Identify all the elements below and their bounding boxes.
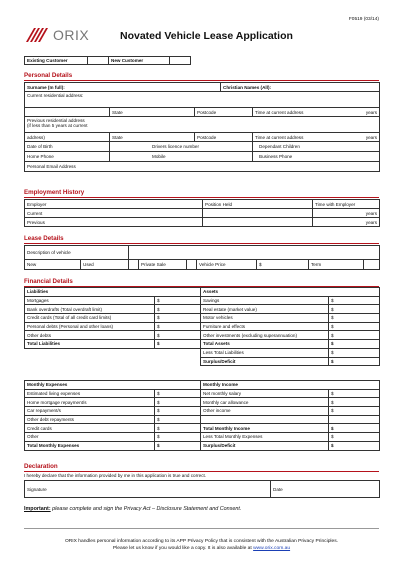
vehicle-price-label: Vehicle Price xyxy=(199,262,226,267)
surplus-deficit-label: Surplus/Deficit xyxy=(201,441,329,450)
less-total-liabilities-label: Less Total Liabilities xyxy=(201,348,329,357)
business-phone-label: Business Phone xyxy=(259,154,293,159)
previous-time-field[interactable] xyxy=(313,218,380,227)
years-label: years xyxy=(365,109,378,115)
previous-address-field[interactable] xyxy=(25,117,380,133)
time-at-address-label: Time at current address xyxy=(255,109,304,115)
state-field[interactable] xyxy=(110,108,195,117)
previous-address-label: Previous residential address xyxy=(27,118,85,123)
dollar-sign: $ xyxy=(331,324,334,330)
vehicle-description-field[interactable] xyxy=(129,246,380,260)
term-field[interactable] xyxy=(309,260,364,270)
dollar-sign: $ xyxy=(157,306,160,312)
section-divider xyxy=(24,80,379,81)
income-row-label: Net monthly salary xyxy=(201,389,329,398)
expense-amount-field[interactable] xyxy=(155,415,201,424)
asset-amount-field[interactable] xyxy=(329,331,380,340)
dollar-sign: $ xyxy=(331,391,334,397)
expense-amount-field[interactable] xyxy=(155,407,201,416)
used-option[interactable] xyxy=(81,260,129,270)
income-amount-field[interactable] xyxy=(329,415,380,424)
signature-label: Signature xyxy=(27,486,47,492)
current-address-label: Current residential address: xyxy=(27,93,84,98)
vehicle-price-label-cell xyxy=(197,260,257,270)
liability-amount-field[interactable] xyxy=(155,331,201,340)
new-option[interactable] xyxy=(25,260,81,270)
dollar-sign: $ xyxy=(331,399,334,405)
dollar-sign: $ xyxy=(157,324,160,330)
total-monthly-income-field[interactable] xyxy=(329,424,380,433)
prev-years-label: years xyxy=(365,134,378,140)
dollar-sign: $ xyxy=(331,443,334,449)
years-label: years xyxy=(365,210,377,216)
vehicle-description-label: Description of vehicle xyxy=(27,250,71,255)
asset-amount-field[interactable] xyxy=(329,314,380,323)
position-header: Position Held xyxy=(203,200,313,209)
liability-row-label: Personal debts (Personal and other loans) xyxy=(25,322,155,331)
email-field[interactable] xyxy=(25,162,380,172)
dollar-sign: $ xyxy=(331,408,334,414)
financial-details-heading: Financial Details xyxy=(24,278,73,285)
current-label: Current xyxy=(27,210,43,216)
current-time-field[interactable] xyxy=(313,209,380,218)
less-total-monthly-expenses-field[interactable] xyxy=(329,433,380,442)
important-note xyxy=(24,507,241,513)
existing-customer-label: Existing Customer xyxy=(25,57,88,65)
mobile-label: Mobile xyxy=(152,154,166,159)
surname-field[interactable] xyxy=(25,83,221,92)
footer-copy-text: Please let us know if you would like a copy. It is also available at xyxy=(112,546,254,551)
new-customer-checkbox[interactable] xyxy=(170,57,191,65)
liability-amount-field[interactable] xyxy=(155,296,201,305)
personal-details-heading: Personal Details xyxy=(24,72,73,79)
dollar-sign: $ xyxy=(331,434,334,440)
page-title: Novated Vehicle Lease Application xyxy=(120,30,293,42)
asset-row-label: Real estate (market value) xyxy=(201,305,329,314)
total-liabilities-label: Total Liabilities xyxy=(25,340,155,349)
footer-divider xyxy=(24,528,379,529)
declaration-heading: Declaration xyxy=(24,463,58,470)
mobile-field[interactable] xyxy=(110,152,253,162)
dollar-sign: $ xyxy=(157,298,160,304)
monthly-expenses-header: Monthly Expenses xyxy=(25,381,201,390)
employer-header: Employer xyxy=(25,200,203,209)
dollar-sign: $ xyxy=(331,298,334,304)
existing-customer-checkbox[interactable] xyxy=(88,57,109,65)
licence-label: Drivers licence number xyxy=(152,144,199,149)
christian-names-label: Christian Names (All): xyxy=(223,84,272,90)
dollar-sign: $ xyxy=(157,332,160,338)
surplus-deficit-field[interactable] xyxy=(329,441,380,450)
orix-logo-icon xyxy=(24,26,52,44)
footer-line-2 xyxy=(24,546,379,551)
previous-label: Previous xyxy=(27,219,45,225)
dependants-field[interactable] xyxy=(253,142,380,152)
surplus-deficit-label: Surplus/Deficit xyxy=(201,357,329,366)
dependants-label: Dependant Children xyxy=(259,144,300,149)
liabilities-assets-table xyxy=(24,287,380,366)
expense-row-label: Credit cards xyxy=(25,424,155,433)
asset-amount-field[interactable] xyxy=(329,296,380,305)
expense-amount-field[interactable] xyxy=(155,424,201,433)
liability-row-label: Bank overdrafts (Total overdraft limit) xyxy=(25,305,155,314)
logo xyxy=(24,26,89,44)
total-assets-field[interactable] xyxy=(329,340,380,349)
expense-row-label: Estimated living expenses xyxy=(25,389,155,398)
dollar-sign: $ xyxy=(157,408,160,414)
used-checkbox[interactable] xyxy=(129,260,139,270)
prev-postcode-label: Postcode xyxy=(197,134,217,140)
date-label: Date xyxy=(273,486,283,492)
private-sale-label: Private Sale xyxy=(141,262,166,267)
asset-amount-field[interactable] xyxy=(329,305,380,314)
dollar-sign: $ xyxy=(157,399,160,405)
monthly-income-header: Monthly Income xyxy=(201,381,380,390)
previous-address-note-end: address) xyxy=(27,134,45,140)
asset-row-label: Furniture and effects xyxy=(201,322,329,331)
personal-details-table xyxy=(24,82,380,172)
prev-postcode-field[interactable] xyxy=(195,133,253,142)
logo-text: ORIX xyxy=(53,27,90,43)
vehicle-description-label-cell xyxy=(25,246,129,260)
liability-amount-field[interactable] xyxy=(155,322,201,331)
expense-row-label: Other debt repayments xyxy=(25,415,155,424)
dollar-sign: $ xyxy=(157,417,160,423)
asset-row-label: Motor vehicles xyxy=(201,314,329,323)
dollar-sign: $ xyxy=(331,332,334,338)
expense-row-label: Car repayment/s xyxy=(25,407,155,416)
footer-website-link[interactable]: www.orix.com.au xyxy=(253,546,291,551)
date-field[interactable] xyxy=(271,481,380,498)
liability-row-label: Mortgages xyxy=(25,296,155,305)
dollar-sign: $ xyxy=(157,425,160,431)
liability-amount-field[interactable] xyxy=(155,314,201,323)
prev-time-at-address-field[interactable] xyxy=(253,133,380,142)
expense-amount-field[interactable] xyxy=(155,398,201,407)
expense-amount-field[interactable] xyxy=(155,433,201,442)
dollar-sign: $ xyxy=(331,306,334,312)
important-label: Important: xyxy=(24,506,51,512)
income-row-label: Monthly car allowance xyxy=(201,398,329,407)
previous-employer-field[interactable] xyxy=(25,218,203,227)
asset-row-label: Other investments (excluding superannuation) xyxy=(201,331,329,340)
time-with-employer-header: Time with Employer xyxy=(313,200,380,209)
liability-amount-field[interactable] xyxy=(155,305,201,314)
total-assets-label: Total Assets xyxy=(201,340,329,349)
years-label: years xyxy=(365,219,377,225)
income-amount-field[interactable] xyxy=(329,407,380,416)
expense-row-label: Other xyxy=(25,433,155,442)
assets-header: Assets xyxy=(201,288,380,297)
prev-state-field[interactable] xyxy=(110,133,195,142)
total-monthly-expenses-label: Total Monthly Expenses xyxy=(25,441,155,450)
new-label: New xyxy=(27,262,37,267)
time-at-address-field[interactable] xyxy=(253,108,380,117)
dollar-sign: $ xyxy=(157,315,160,321)
income-row-label xyxy=(201,415,329,424)
customer-type-table xyxy=(24,56,191,65)
licence-field[interactable] xyxy=(110,142,253,152)
home-phone-label: Home Phone xyxy=(27,154,54,159)
asset-row-label: Savings xyxy=(201,296,329,305)
dollar-sign: $ xyxy=(331,341,334,347)
prev-time-at-address-label: Time at current address xyxy=(255,134,304,140)
christian-names-field[interactable] xyxy=(221,83,380,92)
surplus-deficit-field[interactable] xyxy=(329,357,380,366)
lease-details-heading: Lease Details xyxy=(24,235,64,242)
private-sale-option[interactable] xyxy=(139,260,187,270)
previous-position-field[interactable] xyxy=(203,218,313,227)
lease-table xyxy=(24,245,380,270)
dollar-sign: $ xyxy=(157,391,160,397)
section-divider xyxy=(24,471,379,472)
asset-amount-field[interactable] xyxy=(329,322,380,331)
income-row-label: Other income xyxy=(201,407,329,416)
term-label: Term xyxy=(311,262,322,267)
form-code: F0519 (03/14) xyxy=(348,17,379,22)
postcode-label: Postcode xyxy=(197,109,217,115)
prev-state-label: State xyxy=(112,134,123,140)
total-liabilities-field[interactable] xyxy=(155,340,201,349)
current-address-field[interactable] xyxy=(25,92,380,108)
signature-table xyxy=(24,480,380,498)
section-divider xyxy=(24,243,379,244)
expense-amount-field[interactable] xyxy=(155,389,201,398)
dollar-sign: $ xyxy=(157,443,160,449)
section-divider xyxy=(24,197,379,198)
dollar-sign: $ xyxy=(331,358,334,364)
previous-address-note: (if less than 5 years at current xyxy=(27,123,88,129)
dollar-sign: $ xyxy=(331,425,334,431)
total-monthly-expenses-field[interactable] xyxy=(155,441,201,450)
employment-table xyxy=(24,199,380,227)
monthly-table xyxy=(24,380,380,451)
previous-address-note-cell xyxy=(25,133,110,142)
current-position-field[interactable] xyxy=(203,209,313,218)
expense-row-label: Home mortgage repayment/s xyxy=(25,398,155,407)
less-total-monthly-expenses-label: Less Total Monthly Expenses xyxy=(201,433,329,442)
dollar-sign: $ xyxy=(331,350,334,356)
dollar-sign: $ xyxy=(259,262,262,267)
less-total-liabilities-field[interactable] xyxy=(329,348,380,357)
signature-field[interactable] xyxy=(25,481,271,498)
dollar-sign: $ xyxy=(331,315,334,321)
liabilities-header: Liabilities xyxy=(25,288,201,297)
postcode-field[interactable] xyxy=(195,108,253,117)
current-employer-field[interactable] xyxy=(25,209,203,218)
dob-field[interactable] xyxy=(25,142,110,152)
liability-row-label: Other debts xyxy=(25,331,155,340)
vehicle-price-field[interactable] xyxy=(257,260,309,270)
email-label: Personal Email Address xyxy=(27,164,76,169)
income-amount-field[interactable] xyxy=(329,389,380,398)
dob-label: Date of Birth xyxy=(27,144,53,149)
employment-history-heading: Employment History xyxy=(24,189,85,196)
private-sale-checkbox[interactable] xyxy=(187,260,197,270)
new-customer-label: New Customer xyxy=(109,57,170,65)
total-monthly-income-label: Total Monthly Income xyxy=(201,424,329,433)
footer-line-1: ORIX handles personal information according to its APP Privacy Policy that is consistent with the Australian Privacy Principles. xyxy=(64,539,339,544)
term-checkbox[interactable] xyxy=(364,260,380,270)
liability-row-label: Credit cards (Total of all credit card limits) xyxy=(25,314,155,323)
important-text: please complete and sign the Privacy Act – Disclosure Statement and Consent. xyxy=(52,506,242,512)
used-label: Used xyxy=(83,262,94,267)
surname-label: Surname (In full): xyxy=(27,84,65,90)
income-amount-field[interactable] xyxy=(329,398,380,407)
business-phone-field[interactable] xyxy=(253,152,380,162)
home-phone-field[interactable] xyxy=(25,152,110,162)
declaration-text: I hereby declare that the information provided by me in this application is true and correct. xyxy=(24,473,207,478)
dollar-sign: $ xyxy=(157,341,160,347)
dollar-sign: $ xyxy=(157,434,160,440)
state-label: State xyxy=(112,109,123,115)
